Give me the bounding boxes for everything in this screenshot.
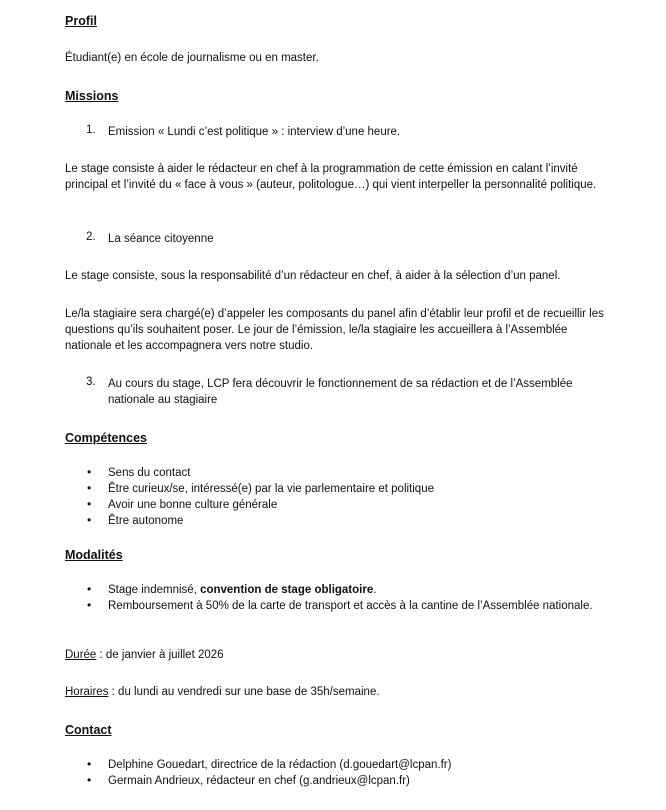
duree-label: Durée bbox=[65, 649, 97, 661]
list-item-text: Remboursement à 50% de la carte de transport et accès à la cantine de l’Assemblée nationale. bbox=[108, 600, 593, 612]
bullet-icon: • bbox=[87, 773, 92, 787]
mission-item-3 bbox=[65, 376, 625, 410]
list-item bbox=[65, 757, 625, 773]
list-item bbox=[65, 497, 625, 513]
heading-profil: Profil bbox=[65, 14, 97, 28]
period-text: . bbox=[373, 584, 377, 596]
list-number: 2. bbox=[86, 231, 96, 243]
list-item-text: Delphine Gouedart, directrice de la rédaction (d.gouedart@lcpan.fr) bbox=[108, 759, 452, 771]
list-item bbox=[65, 481, 625, 497]
bullet-icon: • bbox=[87, 598, 92, 612]
heading-competences: Compétences bbox=[65, 431, 147, 445]
heading-missions: Missions bbox=[65, 89, 119, 103]
list-item-text: Être curieux/se, intéressé(e) par la vie parlementaire et politique bbox=[108, 483, 434, 495]
heading-modalites: Modalités bbox=[65, 548, 123, 562]
list-item-text bbox=[108, 582, 608, 598]
profil-text: Étudiant(e) en école de journalisme ou en master. bbox=[65, 52, 319, 64]
mission-1-description: Le stage consiste à aider le rédacteur en chef à la programmation de cette émission en calant l’invité principal et l’invité du « face à vous » (auteur, politologue…) qui vient interpeller la personnalité politique. bbox=[65, 163, 597, 191]
bullet-icon: • bbox=[87, 465, 92, 479]
list-item-text: Avoir une bonne culture générale bbox=[108, 499, 278, 511]
bullet-icon: • bbox=[87, 497, 92, 511]
list-item bbox=[65, 773, 625, 789]
mission-item-2 bbox=[65, 231, 625, 247]
bullet-icon: • bbox=[87, 582, 92, 596]
bullet-icon: • bbox=[87, 513, 92, 527]
heading-contact: Contact bbox=[65, 723, 112, 737]
bullet-icon: • bbox=[87, 757, 92, 771]
horaires-line bbox=[65, 684, 613, 700]
list-item-text: Germain Andrieux, rédacteur en chef (g.andrieux@lcpan.fr) bbox=[108, 775, 410, 787]
list-item-text: Emission « Lundi c’est politique » : interview d’une heure. bbox=[108, 126, 401, 138]
bullet-icon: • bbox=[87, 481, 92, 495]
duree-value: : de janvier à juillet 2026 bbox=[96, 649, 224, 661]
horaires-value: : du lundi au vendredi sur une base de 35h/semaine. bbox=[108, 686, 380, 698]
list-item-text: Sens du contact bbox=[108, 467, 191, 479]
list-item-text: La séance citoyenne bbox=[108, 233, 214, 245]
list-item bbox=[65, 598, 625, 632]
mission-2-description: Le stage consiste, sous la responsabilité d’un rédacteur en chef, à aider à la sélection d’un panel. bbox=[65, 270, 561, 282]
list-number: 1. bbox=[86, 124, 96, 136]
stage-indemnise-text: Stage indemnisé, bbox=[108, 584, 201, 596]
list-item bbox=[65, 513, 625, 529]
mission-item-1 bbox=[65, 124, 625, 140]
list-item bbox=[65, 465, 625, 481]
list-number: 3. bbox=[86, 376, 96, 388]
list-item-text: Au cours du stage, LCP fera découvrir le fonctionnement de sa rédaction et de l’Assemblée nationale au stagiaire bbox=[108, 378, 573, 406]
convention-bold-text: convention de stage obligatoire bbox=[200, 584, 374, 596]
mission-2-details: Le/la stagiaire sera chargé(e) d’appeler les composants du panel afin d’établir leur profil et de recueillir les questions qu’ils souhaitent poser. Le jour de l’émission, le/la stagiaire les accueillera à l’Assemblée nationale et les accompagnera vers notre studio. bbox=[65, 308, 604, 352]
horaires-label: Horaires bbox=[65, 686, 109, 698]
duree-line bbox=[65, 647, 613, 663]
list-item-text: Être autonome bbox=[108, 515, 184, 527]
list-item bbox=[65, 582, 625, 598]
